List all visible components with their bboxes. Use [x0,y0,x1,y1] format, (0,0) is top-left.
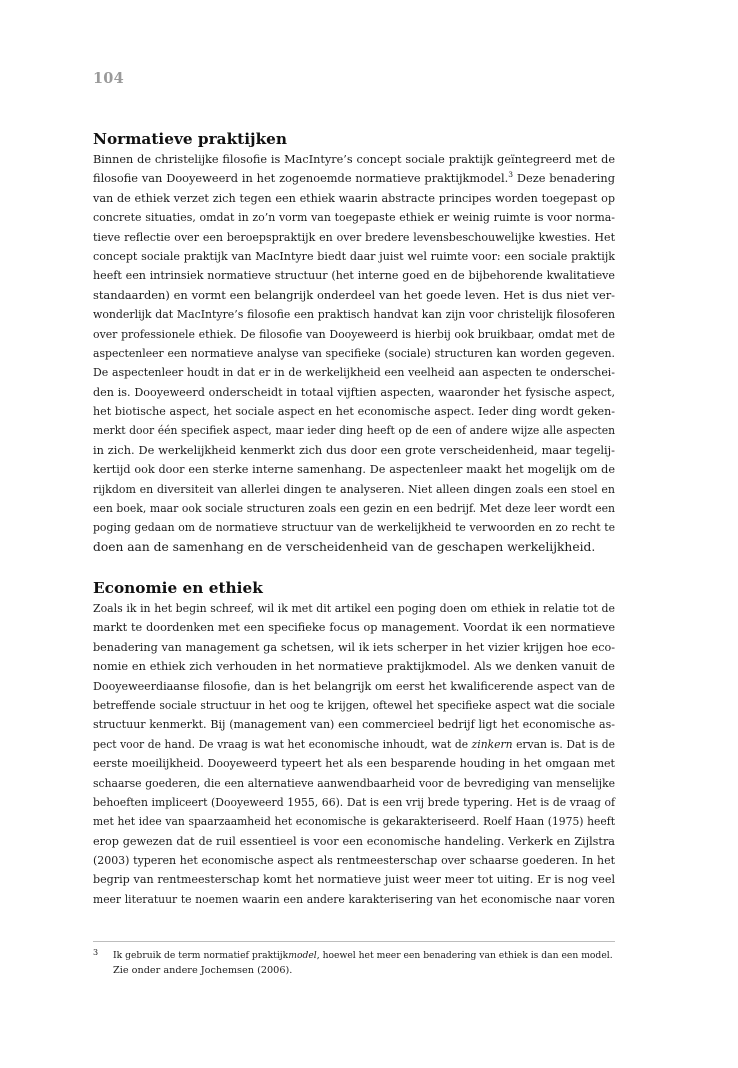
section-normatieve-praktijken [93,129,615,557]
text-span: ervan is. Dat is de [512,737,615,751]
text-line: nomie en ethiek zich verhouden in het normatieve praktijkmodel. Als we denken vanuit de [93,660,615,674]
text-line: merkt door één specifiek aspect, maar ieder ding heeft op de een of andere wijze alle aspecten [93,424,615,438]
text-span: filosofie van Dooyeweerd in het zogenoemde normatieve praktijkmodel. [93,171,509,186]
text-line: een boek, maar ook sociale structuren zoals een gezin en een bedrijf. Met deze leer wordt een [93,502,615,516]
text-line: tieve reflectie over een beroepspraktijk en over bredere levensbeschouwelijke kwesties. Het [93,230,615,244]
footnote-divider [93,941,615,942]
text-line: met het idee van spaarzaamheid het economische is gekarakteriseerd. Roelf Haan (1975) heeft [93,815,615,829]
text-line: het biotische aspect, het sociale aspect en het economische aspect. Ieder ding wordt geken- [93,405,615,419]
text-line: in zich. De werkelijkheid kenmerkt zich dus door een grote verscheidenheid, maar tegelij- [93,442,615,457]
text-line: De aspectenleer houdt in dat er in de werkelijkheid een veelheid aan aspecten te onderschei- [93,366,615,380]
text-line: benadering van management ga schetsen, wil ik iets scherper in het vizier krijgen hoe eco- [93,640,615,654]
text-line: over professionele ethiek. De filosofie van Dooyeweerd is hierbij ook bruikbaar, omdat met de [93,327,615,341]
text-span: Ik gebruik de term normatief praktijk [113,950,289,961]
text-line: rijkdom en diversiteit van allerlei dingen te analyseren. Niet alleen dingen zoals een stoel en [93,482,615,496]
text-line: eerste moeilijkheid. Dooyeweerd typeert het als een besparende houding in het omgaan met [93,757,615,771]
text-line [93,169,615,188]
text-line: standaarden) en vormt een belangrijk onderdeel van het goede leven. Het is dus niet ver- [93,287,615,302]
text-line: wonderlijk dat MacIntyre’s filosofie een praktisch handvat kan zijn voor christelijk filosoferen [93,308,615,322]
text-span: pect voor de hand. De vraag is wat het economische inhoudt, wat de [93,737,472,751]
footnote-marker: 3 [93,948,99,957]
footnote-line: Zie onder andere Jochemsen (2006). [113,965,293,977]
text-line [93,735,615,754]
text-line: Dooyeweerdiaanse filosofie, dan is het belangrijk om eerst het kwalificerende aspect van de [93,679,615,693]
footnote-line [113,948,615,963]
emphasis-text: zinkern [471,737,513,751]
text-line: kertijd ook door een sterke interne samenhang. De aspectenleer maakt het mogelijk om de [93,463,615,477]
text-line: betreffende sociale structuur in het oog te krijgen, oftewel het specifieke aspect wat die sociale [93,698,615,712]
text-line: poging gedaan om de normatieve structuur van de werkelijkheid te verwoorden en zo recht te [93,521,615,535]
text-line: Zoals ik in het begin schreef, wil ik met dit artikel een poging doen om ethiek in relatie tot de [93,602,615,615]
text-line: begrip van rentmeesterschap komt het normatieve juist weer meer tot uiting. Er is nog veel [93,873,615,887]
text-line: aspectenleer een normatieve analyse van specifieke (sociale) structuren kan worden gegeven. [93,346,615,360]
text-line: structuur kenmerkt. Bij (management van) een commercieel bedrijf ligt het economische as- [93,718,615,732]
text-span: , hoewel het meer een benadering van ethiek is dan een model. [316,950,613,961]
section-heading: Normatieve praktijken [93,130,288,148]
text-line: meer literatuur te noemen waarin een andere karakterisering van het economische naar voren [93,892,615,906]
text-line: heeft een intrinsiek normatieve structuur (het interne goed en de bijbehorende kwalitatieve [93,269,615,283]
page-number: 104 [93,70,124,87]
section-heading: Economie en ethiek [93,579,263,597]
text-line: den is. Dooyeweerd onderscheidt in totaal vijftien aspecten, waaronder het fysische aspect, [93,385,615,399]
emphasis-text: model [288,950,317,961]
text-line: Binnen de christelijke filosofie is MacIntyre’s concept sociale praktijk geïntegreerd met de [93,153,615,166]
text-line: (2003) typeren het economische aspect als rentmeesterschap over schaarse goederen. In het [93,854,615,868]
text-line: schaarse goederen, die een alternatieve aanwendbaarheid voor de bevrediging van menselijke [93,776,615,790]
section-economie-en-ethiek [93,578,615,909]
text-line: erop gewezen dat de ruil essentieel is voor een economische handeling. Verkerk en Zijlstra [93,834,615,848]
text-line: concrete situaties, omdat in zo’n vorm van toegepaste ethiek er weinig ruimte is voor norma- [93,211,615,225]
text-line: behoeften impliceert (Dooyeweerd 1955, 66). Dat is een vrij brede typering. Het is de vraag of [93,795,615,809]
footnote-reference[interactable]: 3 [508,170,514,180]
text-line: markt te doordenken met een specifieke focus op management. Voordat ik een normatieve [93,621,615,635]
text-line: van de ethiek verzet zich tegen een ethiek waarin abstracte principes worden toegepast op [93,191,615,205]
text-line: doen aan de samenhang en de verscheidenheid van de geschapen werkelijkheid. [93,539,596,554]
text-line: concept sociale praktijk van MacIntyre biedt daar juist wel ruimte voor: een sociale praktijk [93,249,615,263]
footnote [93,948,615,979]
text-span: Deze benadering [513,171,615,186]
